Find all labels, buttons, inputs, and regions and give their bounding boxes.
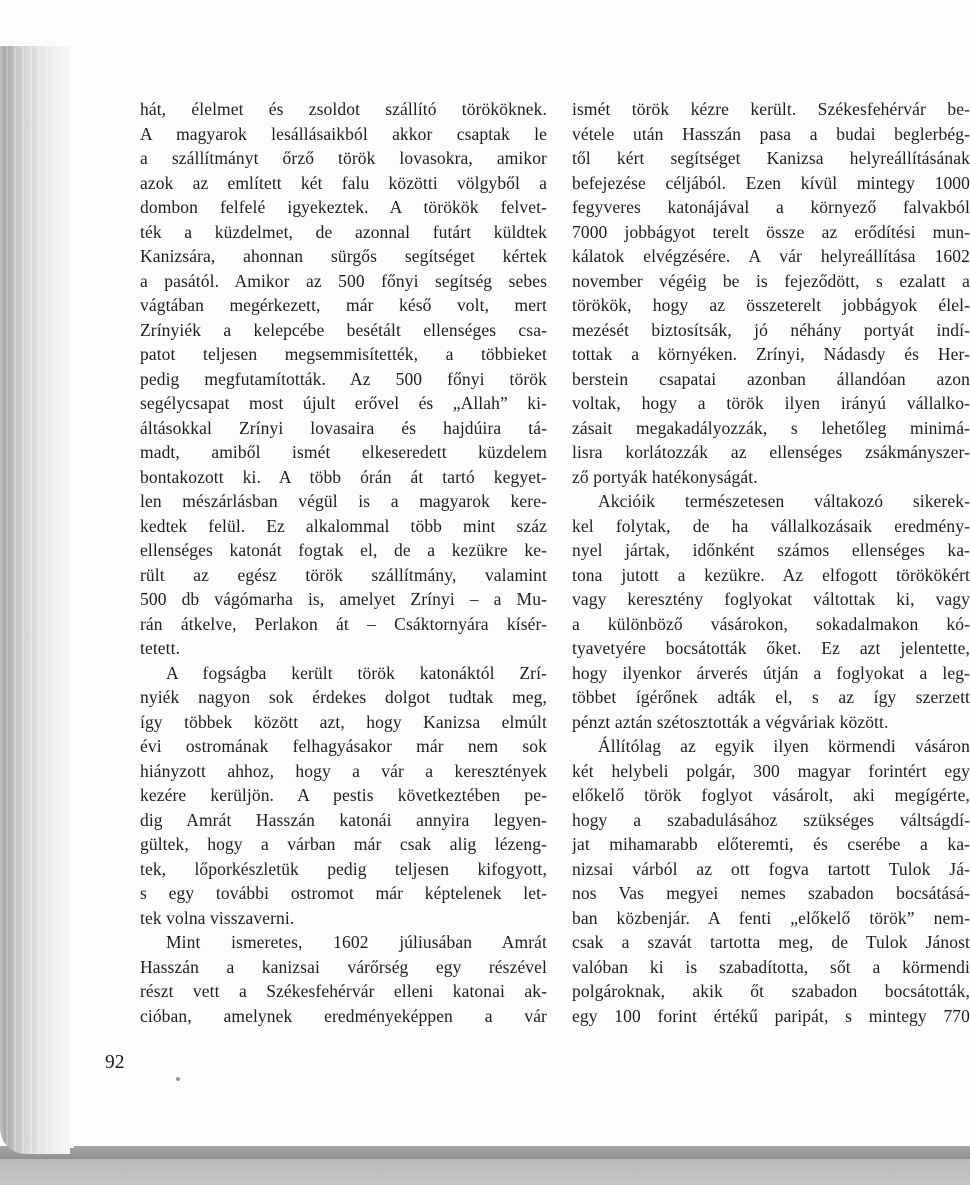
text-line: hát, élelmet és zsoldot szállító törököknek.	[140, 99, 547, 119]
text-line: bontakozott ki. A több órán át tartó kegyet-	[140, 466, 547, 487]
text-line: a szállítmányt őrző török lovasokra, amikor	[140, 148, 547, 168]
text-line: tottak a környéken. Zrínyi, Nádasdy és Her-	[572, 344, 970, 364]
text-line: Állítólag az egyik ilyen körmendi vásáron	[598, 736, 970, 756]
text-line: egy 100 forint értékű paripát, s mintegy 770	[572, 1005, 970, 1026]
text-line: tyavetyére bocsátották őket. Ez azt jelentette,	[572, 638, 970, 658]
text-column-right	[572, 97, 970, 1028]
text-line: így többek között azt, hogy Kanizsa elmúlt	[140, 711, 547, 732]
text-line: kedtek felül. Ez alkalommal több mint száz	[140, 515, 547, 536]
text-line: rült az egész török szállítmány, valamint	[140, 564, 547, 585]
text-line: törökök, hogy az összeterelt jobbágyok élel-	[572, 295, 970, 315]
text-line: áltásokkal Zrínyi lovasaira és hajdúira tá-	[140, 417, 547, 438]
text-line: hogy ilyenkor árverés útján a foglyokat a leg-	[572, 662, 970, 683]
text-line: berstein csapatai azonban állandóan azon	[572, 368, 970, 389]
text-line: gültek, hogy a várban már csak alig lézeng-	[140, 834, 547, 854]
page-number: 92	[105, 1052, 125, 1073]
text-line: tek, lőporkészletük pedig teljesen kifogyott,	[140, 858, 547, 879]
text-line: a különböző vásárokon, sokadalmakon kó-	[572, 613, 970, 634]
text-line: két helybeli polgár, 300 magyar forintért egy	[572, 760, 970, 781]
text-line: patot teljesen megsemmisítették, a többieket	[140, 344, 547, 364]
text-line: 500 db vágómarha is, amelyet Zrínyi – a Mu-	[140, 589, 547, 609]
text-line: pénzt aztán szétosztották a végváriak között.	[572, 711, 889, 732]
text-line: fegyveres katonájával a környező falvakból	[572, 197, 970, 217]
text-line: vétele után Hasszán pasa a budai beglerbég-	[572, 123, 970, 144]
text-line: kezére kerüljön. A pestis következtében pe-	[140, 785, 547, 805]
text-line: évi ostromának felhagyásakor már nem sok	[140, 736, 547, 756]
text-line: dombon felfelé igyekeztek. A törökök felvet-	[140, 197, 547, 217]
text-line: polgároknak, akik őt szabadon bocsátották,	[572, 981, 970, 1001]
text-line: s egy további ostromot már képtelenek let-	[140, 883, 547, 903]
text-line: november végéig be is fejeződött, s ezalatt a	[572, 270, 970, 291]
text-line: tona jutott a kezükre. Az elfogott törökökért	[572, 564, 970, 585]
text-line: csak a szavát tartotta meg, de Tulok Jánost	[572, 932, 970, 952]
text-line: nyel jártak, időnként számos ellenséges ka-	[572, 540, 970, 560]
text-line: nizsai várból az ott fogva tartott Tulok Já-	[572, 858, 970, 879]
text-line: jat mihamarabb előteremti, és cserébe a ka-	[572, 834, 970, 854]
book-spine-edge	[0, 46, 70, 1154]
text-line: ismét török kézre került. Székesfehérvár be-	[572, 99, 970, 119]
text-line: segélycsapat most újult erővel és „Allah” ki-	[140, 393, 547, 413]
text-line: mezését biztosítsák, jó néhány portyát indí-	[572, 319, 970, 340]
text-line: A fogságba került török katonáktól Zrí-	[166, 662, 547, 683]
text-line: cióban, amelynek eredményeképpen a vár	[140, 1005, 547, 1026]
text-line: a pasától. Amikor az 500 főnyi segítség sebes	[140, 270, 547, 291]
text-line: ték a küzdelmet, de azonnal futárt küldtek	[140, 221, 547, 242]
text-line: Hasszán a kanizsai várőrség egy részével	[140, 956, 547, 977]
page-stack-edge-dark	[0, 1146, 970, 1159]
text-line: Kanizsára, ahonnan sürgős segítséget kértek	[140, 246, 547, 266]
text-line: hogy a szabadulásához szükséges váltságdí-	[572, 809, 970, 830]
text-line: vagy keresztény foglyokat váltottak ki, vagy	[572, 589, 970, 609]
text-line: Mint ismeretes, 1602 júliusában Amrát	[166, 932, 547, 952]
text-line: azok az említett két falu közötti völgyből a	[140, 172, 547, 193]
text-line: hiányzott ahhoz, hogy a vár a keresztények	[140, 760, 547, 781]
page-stack-edge-light	[0, 1159, 970, 1185]
text-line: Akcióik természetesen váltakozó sikerek-	[598, 491, 970, 511]
text-line: tek volna visszaverni.	[140, 907, 295, 928]
text-line: kel folytak, de ha vállalkozásaik eredmény-	[572, 515, 970, 536]
text-line: pedig megfutamították. Az 500 főnyi török	[140, 368, 547, 389]
text-column-left	[140, 97, 547, 1028]
text-line: dig Amrát Hasszán katonái annyira legyen-	[140, 809, 547, 830]
text-line: befejezése céljából. Ezen kívül mintegy 1000	[572, 172, 970, 193]
text-line: vágtában megérkezett, már késő volt, mert	[140, 295, 547, 315]
text-line: nos Vas megyei nemes szabadon bocsátásá-	[572, 883, 970, 903]
text-line: madt, amiből ismét elkeseredett küzdelem	[140, 442, 547, 462]
text-line: lisra korlátozzák az ellenséges zsákmányszer-	[572, 442, 970, 462]
text-line: ző portyák hatékonyságát.	[572, 466, 758, 487]
ink-speck	[176, 1077, 180, 1081]
text-line: voltak, hogy a török ilyen irányú vállalko-	[572, 393, 970, 413]
text-line: nyiék nagyon sok érdekes dolgot tudtak meg,	[140, 687, 547, 707]
text-line: többet ígérőnek adták el, s az így szerzett	[572, 687, 970, 707]
text-line: zásait megakadályozzák, s lehetőleg minimá-	[572, 417, 970, 438]
text-line: ellenséges katonát fogtak el, de a kezükre ke-	[140, 540, 547, 560]
text-line: A magyarok lesállásaikból akkor csaptak le	[140, 123, 547, 144]
text-line: ban közbenjár. A fenti „előkelő török” nem-	[572, 907, 970, 928]
text-line: előkelő török foglyot vásárolt, aki megígérte,	[572, 785, 970, 805]
text-line: tetett.	[140, 638, 181, 658]
text-line: valóban ki is szabadította, sőt a körmendi	[572, 956, 970, 977]
text-line: len mészárlásban végül is a magyarok kere-	[140, 491, 547, 511]
text-line: 7000 jobbágyot terelt össze az erődítési mun-	[572, 221, 970, 242]
text-line: Zrínyiék a kelepcébe besétált ellenséges csa-	[140, 319, 547, 340]
text-line: től kért segítséget Kanizsa helyreállításának	[572, 148, 970, 168]
text-line: kálatok elvégzésére. A vár helyreállítása 1602	[572, 246, 970, 266]
text-line: rán átkelve, Perlakon át – Csáktornyára kísér-	[140, 613, 547, 634]
text-line: részt vett a Székesfehérvár elleni katonai ak-	[140, 981, 547, 1001]
